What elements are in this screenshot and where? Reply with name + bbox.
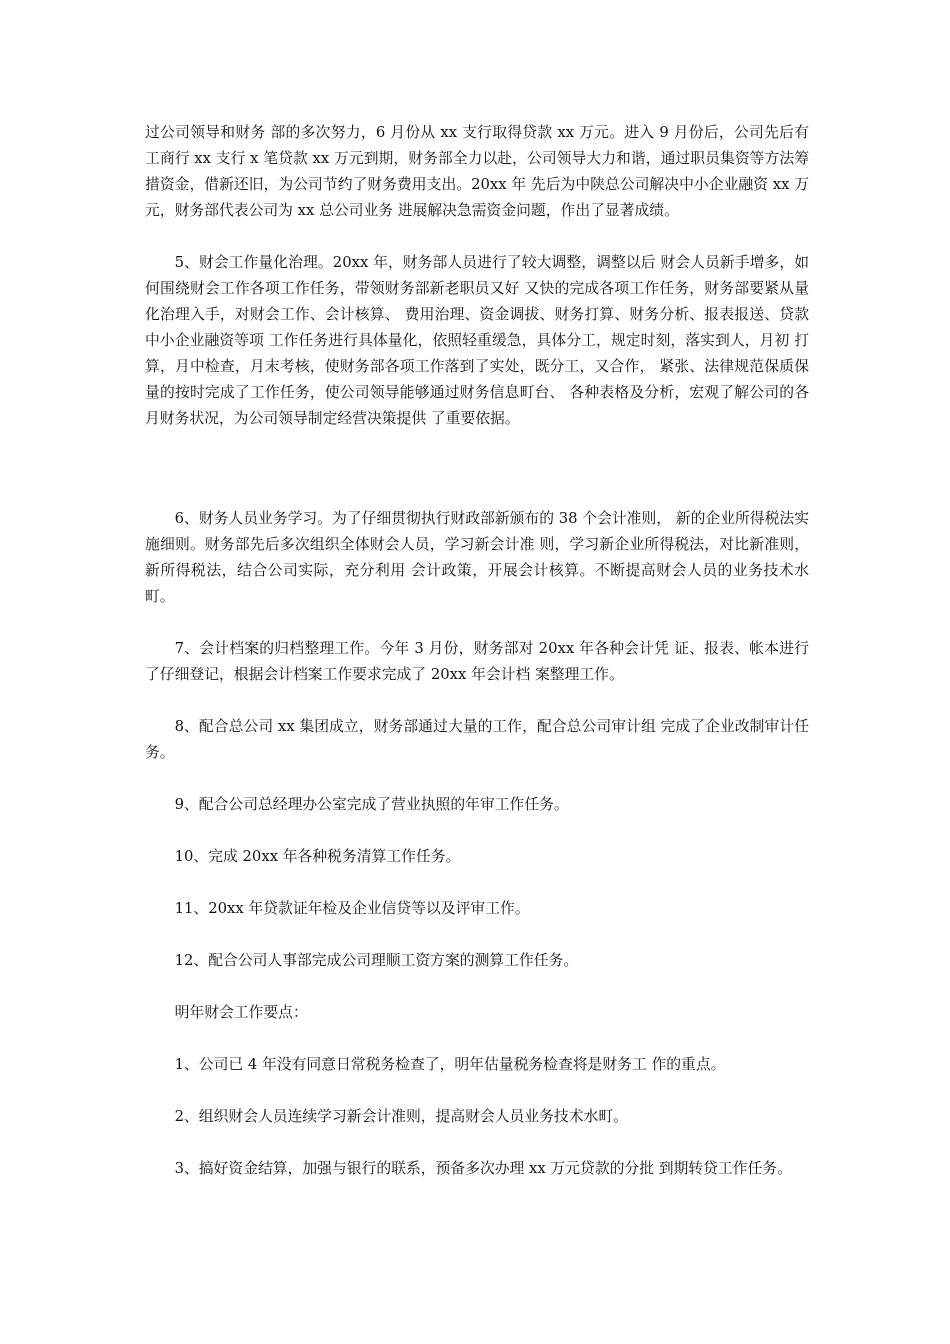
- page-break-spacer: [145, 432, 809, 506]
- paragraph-spacer: [145, 766, 809, 792]
- paragraph-spacer: [145, 688, 809, 714]
- section-heading-next-year: 明年财会工作要点：: [174, 1004, 308, 1021]
- paragraph-spacer: [145, 1026, 809, 1052]
- paragraph-spacer: [145, 870, 809, 896]
- paragraph-item-10: 10、完成 20xx 年各种税务清算工作任务。: [174, 848, 461, 865]
- paragraph-spacer: [145, 1078, 809, 1104]
- paragraph-spacer: [145, 974, 809, 1000]
- paragraph-item-7: 7、会计档案的归档整理工作。今年 3 月份，财务部对 20xx 年各种会计凭 证、报表、帐本进行了仔细登记，根据会计档案工作要求完成了 20xx 年会计档 案整理工作。: [145, 640, 809, 683]
- paragraph-spacer: [145, 922, 809, 948]
- document-body: [145, 120, 809, 1182]
- paragraph-plan-2: 2、组织财会人员连续学习新会计准则，提高财会人员业务技术水町。: [174, 1108, 628, 1125]
- paragraph-item-8: 8、配合总公司 xx 集团成立，财务部通过大量的工作，配合总公司审计组 完成了企业改制审计任务。: [145, 718, 809, 761]
- paragraph-spacer: [145, 224, 809, 250]
- paragraph-plan-3: 3、搞好资金结算，加强与银行的联系，预备多次办理 xx 万元贷款的分批 到期转贷工作任务。: [174, 1160, 792, 1177]
- paragraph-spacer: [145, 818, 809, 844]
- paragraph-spacer: [145, 1130, 809, 1156]
- paragraph-item-9: 9、配合公司总经理办公室完成了营业执照的年审工作任务。: [174, 796, 569, 813]
- paragraph-item-12: 12、配合公司人事部完成公司理顺工资方案的测算工作任务。: [174, 952, 579, 969]
- paragraph-spacer: [145, 610, 809, 636]
- paragraph-item-5: 5、财会工作量化治理。20xx 年，财务部人员进行了较大调整，调整以后 财会人员新手增多，如何围绕财会工作各项工作任务，带领财务部新老职员又好 又快的完成各项工作任务，财务部要紧从量化治理入手，对财会工作、会计核算、 费用治理、资金调拔、财务打算、财务分析、报表报送、贷款中小企业融资等项 工作任务进行具体量化，依照轻重缓急，具体分工，规定时刻，落实到人，月初 打算，月中检查，月末考核，使财务部各项工作落到了实处，既分工，又合作， 紧张、法律规范保质保量的按时完成了工作任务，使公司领导能够通过财务信息町台、 各种表格及分析，宏观了解公司的各月财务状况，为公司领导制定经营决策提供 了重要依据。: [145, 254, 809, 427]
- paragraph-plan-1: 1、公司已 4 年没有同意日常税务检查了，明年估量税务检查将是财务工 作的重点。: [174, 1056, 726, 1073]
- paragraph-item-11: 11、20xx 年贷款证年检及企业信贷等以及评审工作。: [174, 900, 530, 917]
- paragraph-loan-financing: 过公司领导和财务 部的多次努力，6 月份从 xx 支行取得贷款 xx 万元。进入 9 月份后，公司先后有 工商行 xx 支行 x 笔贷款 xx 万元到期，财务部全力以赴，公司领导大力和谐，通过职员集资等方法筹措资金，借新还旧，为公司节约了财务费用支出。20xx 年 先后为中陕总公司解决中小企业融资 xx 万元，财务部代表公司为 xx 总公司业务 进展解决急需资金问题，作出了显著成绩。: [145, 124, 809, 219]
- paragraph-item-6: 6、财务人员业务学习。为了仔细贯彻执行财政部新颁布的 38 个会计准则， 新的企业所得税法实施细则。财务部先后多次组织全体财会人员，学习新会计准 则，学习新企业所得税法，对比新准则，新所得税法，结合公司实际，充分利用 会计政策，开展会计核算。不断提高财会人员的业务技术水町。: [145, 510, 809, 605]
